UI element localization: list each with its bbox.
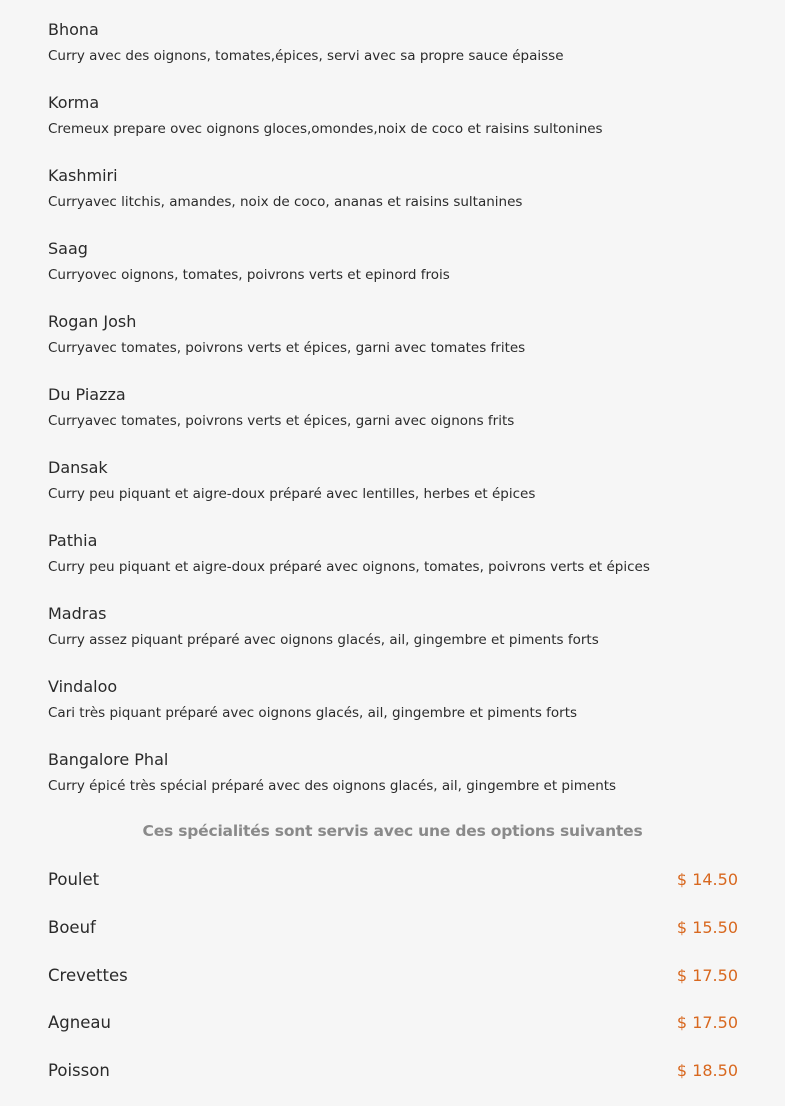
dish-name: Saag xyxy=(48,239,88,258)
dish-item-bangalore-phal xyxy=(48,750,738,823)
option-name: Crevettes xyxy=(48,965,128,985)
dish-item-madras xyxy=(48,604,738,677)
dish-item-korma xyxy=(48,93,738,166)
dish-name: Du Piazza xyxy=(48,385,126,404)
dish-item-saag xyxy=(48,239,738,312)
dish-name: Pathia xyxy=(48,531,98,550)
dish-name: Vindaloo xyxy=(48,677,118,696)
option-row-agneau xyxy=(48,1010,738,1058)
dish-description: Curryovec oignons, tomates, poivrons verts et epinord frois xyxy=(48,267,450,283)
dish-description: Curry épicé très spécial préparé avec des oignons glacés, ail, gingembre et piments xyxy=(48,778,617,794)
dish-name: Kashmiri xyxy=(48,166,118,185)
dish-name: Dansak xyxy=(48,458,108,477)
dish-name: Korma xyxy=(48,93,100,112)
dish-item-vindaloo xyxy=(48,677,738,750)
options-heading: Ces spécialités sont servis avec une des options suivantes xyxy=(142,822,643,840)
dish-item-dansak xyxy=(48,458,738,531)
option-price: $ 17.50 xyxy=(676,1013,738,1033)
dish-name: Bhona xyxy=(48,20,99,39)
dish-description: Curry assez piquant préparé avec oignons glacés, ail, gingembre et piments forts xyxy=(48,632,599,648)
dish-description: Curryavec tomates, poivrons verts et épices, garni avec oignons frits xyxy=(48,413,515,429)
dish-item-bhona xyxy=(48,20,738,93)
dish-list xyxy=(48,20,738,823)
option-name: Boeuf xyxy=(48,917,96,937)
dish-description: Curry peu piquant et aigre-doux préparé avec oignons, tomates, poivrons verts et épices xyxy=(48,559,650,575)
option-price: $ 15.50 xyxy=(676,917,738,937)
dish-name: Bangalore Phal xyxy=(48,750,169,769)
option-price: $ 17.50 xyxy=(676,965,738,985)
option-row-boeuf xyxy=(48,915,738,963)
option-name: Poisson xyxy=(48,1061,110,1080)
option-row-poulet xyxy=(48,867,738,915)
option-name: Agneau xyxy=(48,1013,111,1033)
dish-description: Cremeux prepare ovec oignons gloces,omondes,noix de coco et raisins sultonines xyxy=(48,121,603,137)
dish-description: Curry peu piquant et aigre-doux préparé avec lentilles, herbes et épices xyxy=(48,486,536,502)
dish-description: Cari très piquant préparé avec oignons glacés, ail, gingembre et piments forts xyxy=(48,705,578,721)
dish-name: Madras xyxy=(48,604,107,623)
option-price: $ 14.50 xyxy=(676,870,738,889)
dish-item-rogan-josh xyxy=(48,312,738,385)
dish-description: Curryavec tomates, poivrons verts et épices, garni avec tomates frites xyxy=(48,340,526,356)
dish-name: Rogan Josh xyxy=(48,312,137,331)
option-name: Poulet xyxy=(48,870,100,889)
dish-description: Curry avec des oignons, tomates,épices, servi avec sa propre sauce épaisse xyxy=(48,48,564,64)
dish-item-pathia xyxy=(48,531,738,604)
option-row-poisson xyxy=(48,1058,738,1106)
dish-description: Curryavec litchis, amandes, noix de coco, ananas et raisins sultanines xyxy=(48,194,523,210)
dish-item-du-piazza xyxy=(48,385,738,458)
options-list xyxy=(48,867,738,1106)
option-price: $ 18.50 xyxy=(676,1061,738,1080)
dish-item-kashmiri xyxy=(48,166,738,239)
option-row-crevettes xyxy=(48,963,738,1011)
